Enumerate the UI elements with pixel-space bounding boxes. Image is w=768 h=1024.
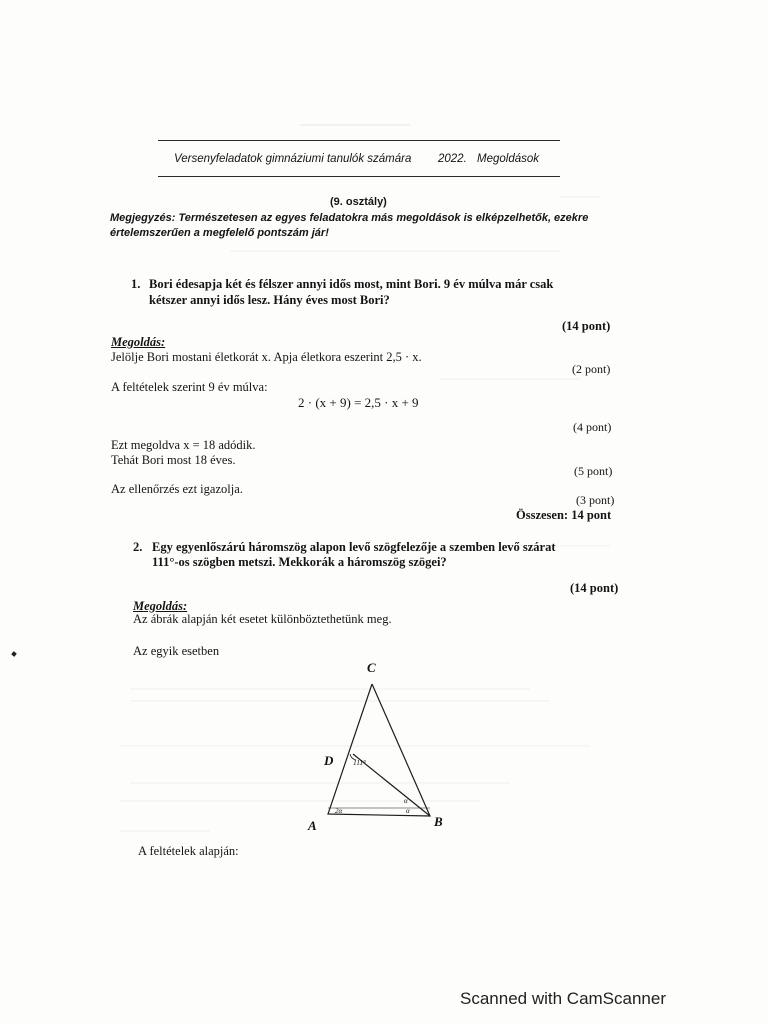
task-2-line-1: Egy egyenlőszárú háromszög alapon levő szögfelezője a szemben levő szárat: [152, 540, 556, 554]
vertex-d-label: D: [324, 753, 334, 768]
task-2-step-2: Az egyik esetben: [133, 644, 220, 658]
header-year: 2022.: [438, 153, 467, 165]
angle-b2-label: α: [406, 807, 410, 815]
task-1-step-1: Jelölje Bori mostani életkorát x. Apja életkora eszerint 2,5 · x.: [111, 350, 422, 364]
angle-a-label: 2α: [335, 807, 343, 815]
vertex-a-label: A: [308, 818, 317, 833]
bleed-through-mark: [120, 830, 210, 832]
angle-d-label: 111°: [353, 758, 367, 767]
note-line-2: értelemszerűen a megfelelő pontszám jár!: [110, 227, 329, 239]
vertex-c-label: C: [367, 660, 376, 675]
task-1-step-3-points: (5 pont): [574, 464, 613, 478]
task-1-line-2: kétszer annyi idős lesz. Hány éves most Bori?: [149, 293, 390, 307]
camscanner-footer: Scanned with CamScanner: [460, 989, 667, 1008]
grade-label: (9. osztály): [330, 196, 387, 208]
header-rule-bottom: [158, 176, 560, 177]
bleed-through-mark: [440, 378, 580, 380]
task-1-step-4-points: (3 pont): [576, 493, 615, 507]
header-rule-top: [158, 140, 560, 141]
vertex-b-label: B: [434, 814, 443, 829]
bleed-through-mark: [560, 196, 600, 198]
task-2-points: (14 pont): [570, 581, 619, 595]
task-1-step-2-points: (4 pont): [573, 420, 612, 434]
task-2-line-2: 111°-os szögben metszi. Mekkorák a háromszög szögei?: [152, 555, 447, 569]
task-1-number: 1.: [131, 277, 141, 291]
bleed-through-mark: [230, 250, 560, 252]
task-1-solution-label: Megoldás:: [111, 335, 166, 349]
task-1-step-4: Az ellenőrzés ezt igazolja.: [111, 482, 243, 496]
task-1-total: Összesen: 14 pont: [516, 508, 612, 522]
task-1-step-1-points: (2 pont): [572, 362, 611, 376]
bleed-through-mark: [300, 124, 410, 126]
triangle-abc: [328, 684, 430, 816]
task-2-step-1: Az ábrák alapján két esetet különböztethetünk meg.: [133, 612, 392, 626]
task-1-step-3a: Ezt megoldva x = 18 adódik.: [111, 438, 256, 452]
task-1-line-1: Bori édesapja két és félszer annyi idős most, mint Bori. 9 év múlva már csak: [149, 277, 554, 291]
task-1-points: (14 pont): [562, 319, 611, 333]
task-1-step-2: A feltételek szerint 9 év múlva:: [111, 380, 268, 394]
task-2-number: 2.: [133, 540, 143, 554]
task-2-solution-label: Megoldás:: [133, 599, 188, 613]
stray-mark: [11, 651, 17, 657]
header-title: Versenyfeladatok gimnáziumi tanulók számára: [174, 153, 412, 165]
task-1-equation: 2 · (x + 9) = 2,5 · x + 9: [298, 395, 419, 410]
task-2-step-3: A feltételek alapján:: [138, 844, 239, 858]
task-1-step-3b: Tehát Bori most 18 éves.: [111, 453, 236, 467]
note-line-1: Megjegyzés: Természetesen az egyes feladatokra más megoldások is elképzelhetők, ezekre: [110, 212, 589, 224]
triangle-figure: [300, 658, 460, 838]
angle-b1-label: α: [404, 797, 408, 805]
header-section: Megoldások: [477, 153, 540, 165]
